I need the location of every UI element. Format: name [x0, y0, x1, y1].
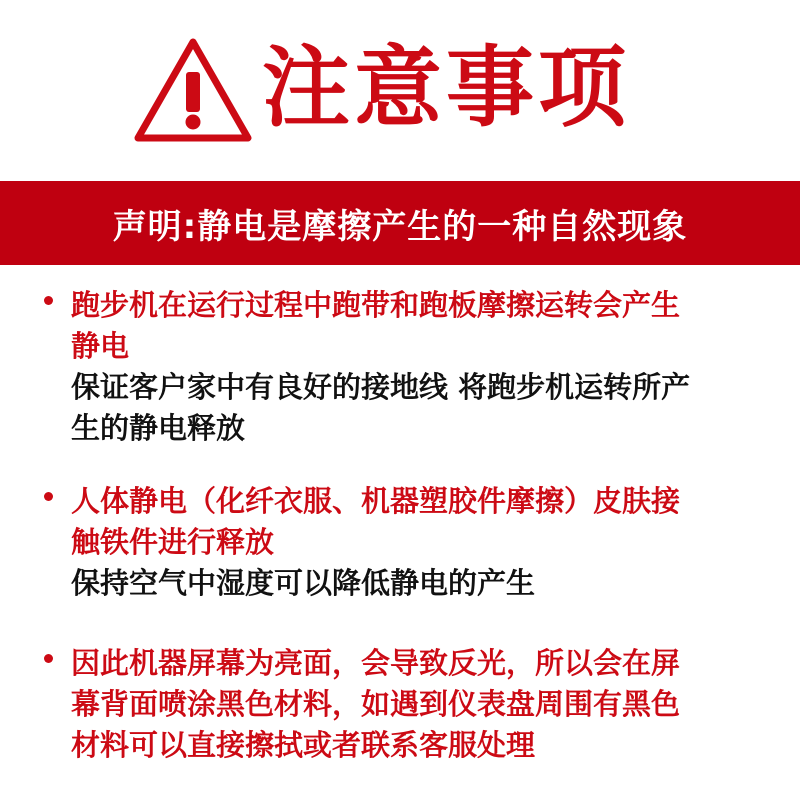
- bullet-icon: [44, 296, 53, 305]
- item-heading-line: 跑步机在运行过程中跑带和跑板摩擦运转会产生: [44, 285, 764, 326]
- item-heading-line: 静电: [71, 329, 130, 363]
- statement-text: 声明:静电是摩擦产生的一种自然现象: [112, 206, 688, 247]
- list-item: [44, 643, 764, 766]
- item-heading-line: 材料可以直接擦拭或者联系客服处理: [71, 728, 536, 762]
- item-note-line: 保持空气中湿度可以降低静电的产生: [71, 566, 536, 600]
- item-heading-line: 幕背面喷涂黑色材料，如遇到仪表盘周围有黑色: [71, 687, 681, 721]
- warning-triangle-icon: [134, 38, 252, 142]
- list-item: [44, 481, 764, 604]
- page-title: 注意事项: [262, 36, 631, 139]
- item-note-line: 保证客户家中有良好的接地线 将跑步机运转所产: [71, 370, 691, 404]
- header: [0, 0, 800, 180]
- item-heading-line: 人体静电（化纤衣服、机器塑胶件摩擦）皮肤接: [44, 481, 764, 522]
- statement-banner: [0, 181, 800, 265]
- bullet-icon: [44, 654, 53, 663]
- bullet-icon: [44, 492, 53, 501]
- list-item: [44, 285, 764, 449]
- item-heading-line: 触铁件进行释放: [71, 525, 275, 559]
- item-heading-line: 因此机器屏幕为亮面，会导致反光，所以会在屏: [44, 643, 764, 684]
- item-note-line: 生的静电释放: [71, 411, 246, 445]
